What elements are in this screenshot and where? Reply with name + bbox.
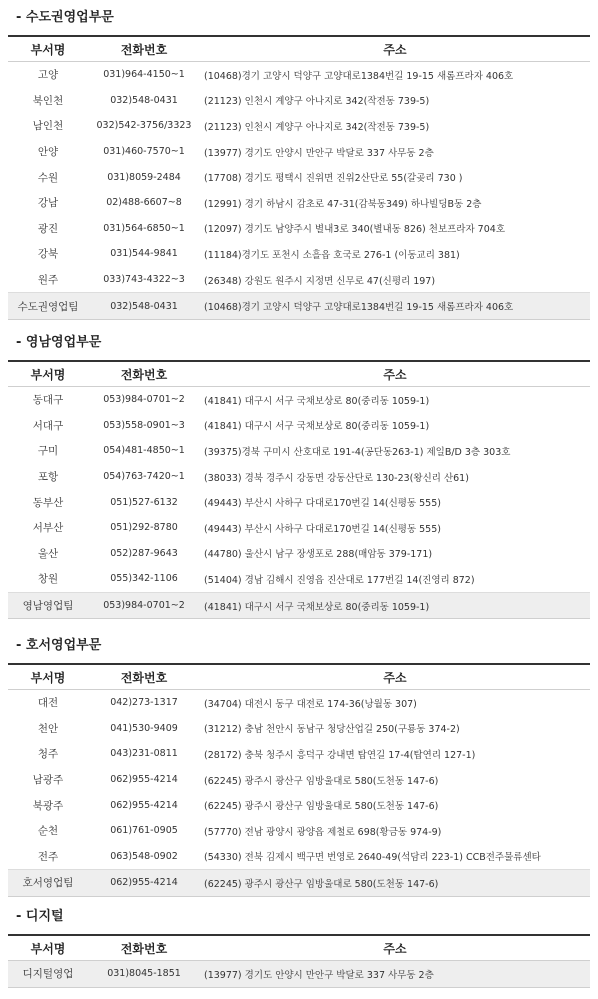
team-row — [8, 592, 590, 619]
address: (54330) 전북 김제시 백구면 번영로 2640-49(석담리 223-1) CCB전주물류센타 — [204, 852, 541, 864]
department-name: 남인천 — [32, 120, 64, 133]
address: (38033) 경북 경주시 강동면 강동산단로 130-23(왕신리 산61) — [204, 472, 469, 484]
department-name: 호서영업팀 — [8, 870, 88, 897]
address: (26348) 강원도 원주시 지정면 신무로 47(신평리 197) — [204, 275, 436, 287]
phone-number: 061)761-0905 — [110, 825, 178, 837]
department-table — [8, 663, 590, 897]
phone-number: 051)292-8780 — [110, 522, 178, 534]
team-row — [8, 961, 590, 988]
phone-number: 033)743-4322~3 — [103, 274, 185, 286]
table-row — [8, 88, 590, 114]
address: (62245) 광주시 광산구 임방울대로 580(도천동 147-6) — [200, 870, 590, 897]
department-name: 서대구 — [32, 419, 64, 432]
address: (17708) 경기도 평택시 진위면 진위2산단로 55(갈곶리 730 ) — [204, 173, 463, 185]
department-name: 디지털영업 — [8, 961, 88, 988]
department-table — [8, 35, 590, 320]
table-row — [8, 741, 590, 767]
header-phone: 전화번호 — [88, 935, 200, 961]
table-header-row — [8, 664, 590, 690]
department-name: 동대구 — [32, 394, 64, 407]
department-name: 남광주 — [32, 774, 64, 787]
department-name: 순천 — [37, 825, 59, 838]
table-row — [8, 690, 590, 716]
department-name: 북인천 — [32, 94, 64, 107]
phone-number: 051)527-6132 — [110, 496, 178, 508]
department-section — [8, 333, 590, 619]
phone-number: 054)481-4850~1 — [103, 445, 185, 457]
address: (62245) 광주시 광산구 임방울대로 580(도천동 147-6) — [204, 801, 439, 813]
department-name: 수원 — [37, 171, 59, 184]
section-title: - 영남영업부문 — [16, 335, 102, 350]
department-section — [8, 907, 590, 988]
header-address: 주소 — [200, 36, 590, 62]
header-address: 주소 — [200, 361, 590, 387]
table-row — [8, 792, 590, 818]
department-section — [8, 636, 590, 897]
header-phone: 전화번호 — [88, 664, 200, 690]
section-title: - 수도권영업부문 — [16, 10, 114, 25]
header-department: 부서명 — [8, 361, 88, 387]
phone-number: 02)488-6607~8 — [106, 197, 182, 209]
table-row — [8, 387, 590, 413]
department-name: 구미 — [37, 445, 59, 458]
phone-number: 031)544-9841 — [110, 248, 178, 260]
address: (41841) 대구시 서구 국채보상로 80(중리동 1059-1) — [204, 421, 430, 433]
table-row — [8, 241, 590, 267]
address: (49443) 부산시 사하구 다대로170번길 14(신평동 555) — [204, 523, 441, 535]
phone-number: 041)530-9409 — [110, 722, 178, 734]
address: (10468)경기 고양시 덕양구 고양대로1384번길 19-15 새롬프라자 406호 — [200, 293, 590, 320]
phone-number: 062)955-4214 — [110, 774, 178, 786]
table-row — [8, 716, 590, 742]
phone-number: 052)287-9643 — [110, 547, 178, 559]
address: (13977) 경기도 안양시 만안구 박달로 337 사무동 2층 — [200, 961, 590, 988]
phone-number: 031)8045-1851 — [88, 961, 200, 988]
phone-number: 032)548-0431 — [110, 94, 178, 106]
table-row — [8, 139, 590, 165]
address: (12991) 경기 하남시 감초로 47-31(감북동349) 하나빌딩B동 2층 — [204, 198, 482, 210]
team-row — [8, 293, 590, 320]
address: (41841) 대구시 서구 국채보상로 80(중리동 1059-1) — [204, 395, 430, 407]
address: (34704) 대전시 동구 대전로 174-36(낭월동 307) — [204, 698, 417, 710]
table-row — [8, 566, 590, 592]
address: (44780) 울산시 남구 장생포로 288(매암동 379-171) — [204, 549, 433, 561]
department-name: 포항 — [37, 471, 59, 484]
team-row — [8, 870, 590, 897]
header-department: 부서명 — [8, 664, 88, 690]
department-name: 울산 — [37, 547, 59, 560]
table-row — [8, 216, 590, 242]
address: (10468)경기 고양시 덕양구 고양대로1384번길 19-15 새롬프라자 406호 — [204, 70, 514, 82]
table-row — [8, 489, 590, 515]
department-name: 안양 — [37, 146, 59, 159]
section-title: - 디지털 — [16, 909, 64, 924]
table-row — [8, 413, 590, 439]
table-row — [8, 438, 590, 464]
header-phone: 전화번호 — [88, 36, 200, 62]
address: (57770) 전남 광양시 광양읍 제철로 698(황금동 974-9) — [204, 826, 442, 838]
table-row — [8, 190, 590, 216]
department-name: 고양 — [37, 69, 59, 82]
table-header-row — [8, 361, 590, 387]
address: (41841) 대구시 서구 국채보상로 80(중리동 1059-1) — [200, 592, 590, 619]
header-department: 부서명 — [8, 36, 88, 62]
table-header-row — [8, 36, 590, 62]
department-name: 창원 — [37, 573, 59, 586]
department-name: 서부산 — [32, 522, 64, 535]
phone-number: 054)763-7420~1 — [103, 471, 185, 483]
table-row — [8, 464, 590, 490]
department-name: 영남영업팀 — [8, 592, 88, 619]
address: (39375)경북 구미시 산호대로 191-4(공단동263-1) 제일B/D 3층 303호 — [204, 446, 511, 458]
phone-number: 043)231-0811 — [110, 748, 178, 760]
department-name: 강남 — [37, 197, 59, 210]
address: (21123) 인천시 계양구 아나지로 342(작전동 739-5) — [204, 121, 430, 133]
department-name: 강북 — [37, 248, 59, 261]
header-department: 부서명 — [8, 935, 88, 961]
phone-number: 063)548-0902 — [110, 850, 178, 862]
phone-number: 032)548-0431 — [88, 293, 200, 320]
department-table — [8, 934, 590, 988]
table-row — [8, 818, 590, 844]
department-name: 대전 — [37, 697, 59, 710]
address: (13977) 경기도 안양시 만안구 박달로 337 사무동 2층 — [204, 147, 434, 159]
department-name: 원주 — [37, 274, 59, 287]
phone-number: 062)955-4214 — [88, 870, 200, 897]
phone-number: 031)460-7570~1 — [103, 146, 185, 158]
phone-number: 031)8059-2484 — [107, 171, 181, 183]
address: (28172) 충북 청주시 흥덕구 강내면 탑연길 17-4(탑연리 127-1) — [204, 749, 476, 761]
table-row — [8, 113, 590, 139]
address: (49443) 부산시 사하구 다대로170번길 14(신평동 555) — [204, 498, 441, 510]
department-name: 동부산 — [32, 496, 64, 509]
header-address: 주소 — [200, 935, 590, 961]
address: (31212) 충남 천안시 동남구 청당산업길 250(구룡동 374-2) — [204, 724, 460, 736]
phone-number: 031)564-6850~1 — [103, 222, 185, 234]
department-name: 청주 — [37, 748, 59, 761]
table-row — [8, 844, 590, 870]
department-name: 북광주 — [32, 799, 64, 812]
address: (11184)경기도 포천시 소흘읍 호국로 276-1 (이동교리 381) — [204, 249, 460, 261]
table-row — [8, 267, 590, 293]
department-table — [8, 360, 590, 619]
department-name: 광진 — [37, 222, 59, 235]
phone-number: 055)342-1106 — [110, 573, 178, 585]
department-section — [8, 8, 590, 320]
phone-number: 053)984-0701~2 — [88, 592, 200, 619]
phone-number: 032)542-3756/3323 — [96, 120, 192, 132]
phone-number: 053)558-0901~3 — [103, 419, 185, 431]
phone-number: 053)984-0701~2 — [103, 394, 185, 406]
table-row — [8, 515, 590, 541]
table-row — [8, 62, 590, 88]
address: (62245) 광주시 광산구 임방울대로 580(도천동 147-6) — [204, 775, 439, 787]
section-title: - 호서영업부문 — [16, 638, 102, 653]
address: (51404) 경남 김해시 진영읍 진산대로 177번길 14(진영리 872) — [204, 574, 475, 586]
phone-number: 062)955-4214 — [110, 799, 178, 811]
table-header-row — [8, 935, 590, 961]
table-row — [8, 164, 590, 190]
department-name: 수도권영업팀 — [8, 293, 88, 320]
phone-number: 031)964-4150~1 — [103, 69, 185, 81]
department-name: 천안 — [37, 722, 59, 735]
header-phone: 전화번호 — [88, 361, 200, 387]
address: (12097) 경기도 남양주시 별내3로 340(별내동 826) 천보프라자 704호 — [204, 224, 505, 236]
address: (21123) 인천시 계양구 아나지로 342(작전동 739-5) — [204, 96, 430, 108]
table-row — [8, 541, 590, 567]
header-address: 주소 — [200, 664, 590, 690]
table-row — [8, 767, 590, 793]
department-name: 전주 — [37, 850, 59, 863]
phone-number: 042)273-1317 — [110, 697, 178, 709]
